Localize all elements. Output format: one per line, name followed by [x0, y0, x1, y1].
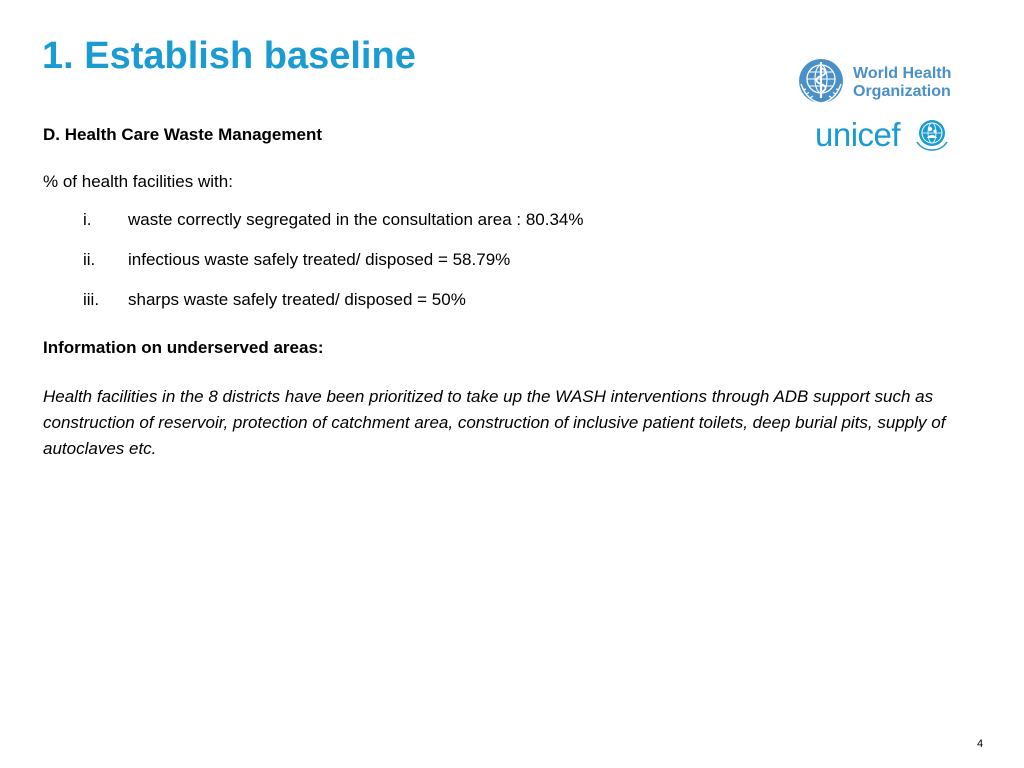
- list-numeral: i.: [83, 210, 92, 229]
- list-item-text: waste correctly segregated in the consultation area : 80.34%: [128, 210, 584, 229]
- who-name-line2: Organization: [853, 83, 951, 100]
- underserved-description: Health facilities in the 8 districts have been prioritized to take up the WASH interventions through ADB support such as construction of reservoir, protection of catchment area, construction of inclusive patient toilets, deep burial pits, supply of autoclaves etc.: [43, 387, 946, 458]
- section-heading: D. Health Care Waste Management: [43, 125, 322, 144]
- unicef-wordmark: unicef: [815, 116, 901, 153]
- unicef-logo: [814, 114, 950, 154]
- list-item-text: infectious waste safely treated/ disposed = 58.79%: [128, 250, 511, 269]
- intro-text: % of health facilities with:: [43, 172, 233, 191]
- list-numeral: iii.: [83, 290, 100, 309]
- unicef-emblem-icon: [917, 120, 947, 150]
- underserved-heading: Information on underserved areas:: [43, 338, 324, 357]
- who-logo: [797, 54, 953, 108]
- who-emblem-icon: [799, 59, 843, 103]
- who-name-line1: World Health: [853, 65, 952, 82]
- page-number: 4: [976, 738, 984, 750]
- list-item-text: sharps waste safely treated/ disposed = 50%: [128, 290, 466, 309]
- list-numeral: ii.: [83, 250, 96, 269]
- slide-title: 1. Establish baseline: [42, 35, 416, 77]
